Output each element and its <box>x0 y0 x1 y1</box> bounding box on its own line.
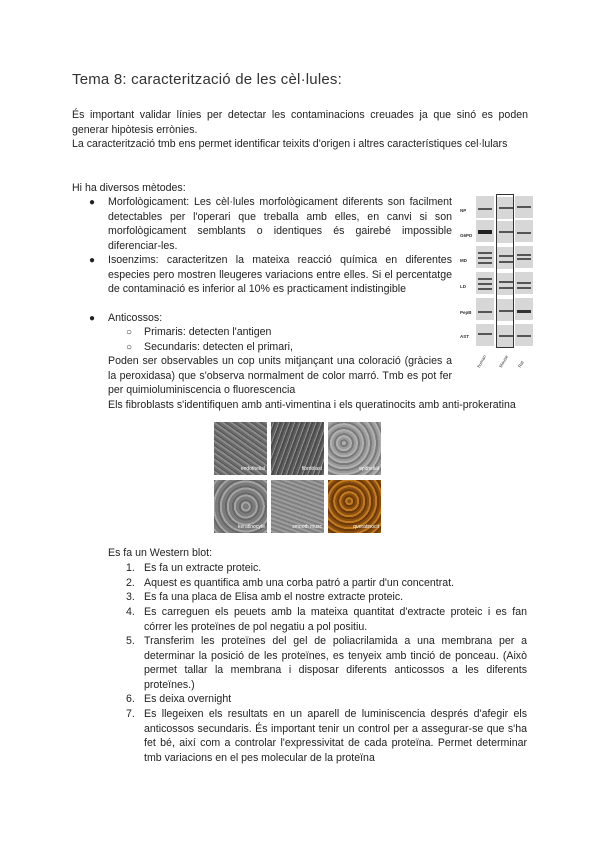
isoenzyme-gel-figure <box>460 194 532 374</box>
gel-row-label: LD <box>460 284 466 289</box>
micrograph-cell <box>271 480 324 533</box>
micrograph-label: fibroblast <box>301 466 322 472</box>
step-text: Es carreguen els peuets amb la mateixa quantitat d'extracte proteic i es fan córrer les proteïnes de pol negatiu a pol positiu. <box>144 606 527 633</box>
step-text: Es llegeixen els resultats en un aparell de luminiscencia després d'afegir els anticossos secundaris. És important tenir un control per a assegurar-se que s'ha fet bé, així com a controlar l'expressivitat de cada proteïna. Permet determinar tmb variacions en el pes molecular de la proteïna <box>144 708 527 764</box>
micrograph-label: endothelial <box>240 466 265 472</box>
fibroblasts-text: Els fibroblasts s'identifiquen amb anti-vimentina i els queratinocits amb anti-prokeratina <box>108 399 516 411</box>
page-title: Tema 8: caracterització de les cèl·lules: <box>72 71 342 88</box>
sub-bullet-marker: ○ <box>126 342 133 353</box>
gel-lane <box>515 194 533 340</box>
method-morfologic: Morfològicament: Les cèl·lules morfològicament diferents son facilment detectables per l'operari que treballa amb elles, en canvi si son morfològicament semblants o identiques és gairebé impossible diferenciar-les. <box>108 196 452 252</box>
bullet-marker: ● <box>89 313 96 324</box>
step-text: Es fa una placa de Elisa amb el nostre extracte proteic. <box>144 591 404 603</box>
step-text: Es fa un extracte proteic. <box>144 562 262 574</box>
step-number: 6. <box>126 693 135 705</box>
micrograph-cell <box>214 480 267 533</box>
step-number: 1. <box>126 562 135 574</box>
anticossos-primaris: Primaris: detecten l'antigen <box>144 326 272 338</box>
micrograph-label: keratinocyte <box>238 524 265 530</box>
gel-row-label: AST <box>460 334 469 339</box>
step-text: Transferim les proteïnes del gel de poliacrilamida a una membrana per a determinar la posició de les proteïnes, es tenyeix amb tinció de ponceau. (Això permet tallar la membrana i disposar diferents anticossos a les diferents proteïnes.) <box>144 635 527 691</box>
sub-bullet-marker: ○ <box>126 327 133 338</box>
western-heading: Es fa un Western blot: <box>108 547 213 559</box>
micrograph-cell <box>328 480 381 533</box>
anticossos-secundaris: Secundaris: detecten el primari, <box>144 341 293 353</box>
micrograph-label: queratinocit <box>353 524 379 530</box>
gel-row-label: MD <box>460 258 467 263</box>
step-number: 5. <box>126 635 135 647</box>
micrograph-label: smooth musc <box>292 524 322 530</box>
step-text: Aquest es quantifica amb una corba patró a partir d'un concentrat. <box>144 577 455 589</box>
gel-lane-name: human <box>476 354 488 369</box>
step-text: Es deixa overnight <box>144 693 232 705</box>
micrograph-cell <box>214 422 267 475</box>
step-number: 4. <box>126 606 135 618</box>
micrograph-cell <box>328 422 381 475</box>
cell-micrograph-grid <box>214 422 384 536</box>
step-number: 3. <box>126 591 135 603</box>
gel-lane-name: Mouse <box>498 354 510 369</box>
bullet-marker: ● <box>89 255 96 266</box>
step-number: 2. <box>126 577 135 589</box>
gel-lane <box>476 194 494 340</box>
gel-row-label: G6PD <box>460 233 473 238</box>
method-isoenzims: Isoenzims: caracteritzen la mateixa reacció química en diferentes especies pero mostren lleugeres variacions entre elles. Si el percentatge de contaminació es inferior al 10% es practicament indistingible <box>108 254 452 295</box>
gel-lane-name: Rat <box>517 359 525 369</box>
intro-paragraph-1: És important validar línies per detectar les contaminacions creuades ja que sinó es poden generar hipòtesis errònies. <box>72 109 528 136</box>
micrograph-label: epithelial <box>359 466 379 472</box>
micrograph-cell <box>271 422 324 475</box>
bullet-marker: ● <box>89 197 96 208</box>
methods-heading: Hi ha diversos mètodes: <box>72 182 186 194</box>
step-number: 7. <box>126 708 135 720</box>
intro-paragraph-2: La caracterització tmb ens permet identificar teixits d'origen i altres característiques cel·lulars <box>72 138 508 150</box>
gel-lane <box>496 194 514 348</box>
anticossos-observables: Poden ser observables un cop units mitjançant una coloració (gràcies a la peroxidasa) que s'observa normalment de color marró. Tmb es pot fer per quimioluminiscencia o fluorescencia <box>108 355 452 396</box>
gel-row-label: NP <box>460 208 467 213</box>
gel-row-label: PepB <box>460 310 472 315</box>
method-anticossos: Anticossos: <box>108 312 163 324</box>
